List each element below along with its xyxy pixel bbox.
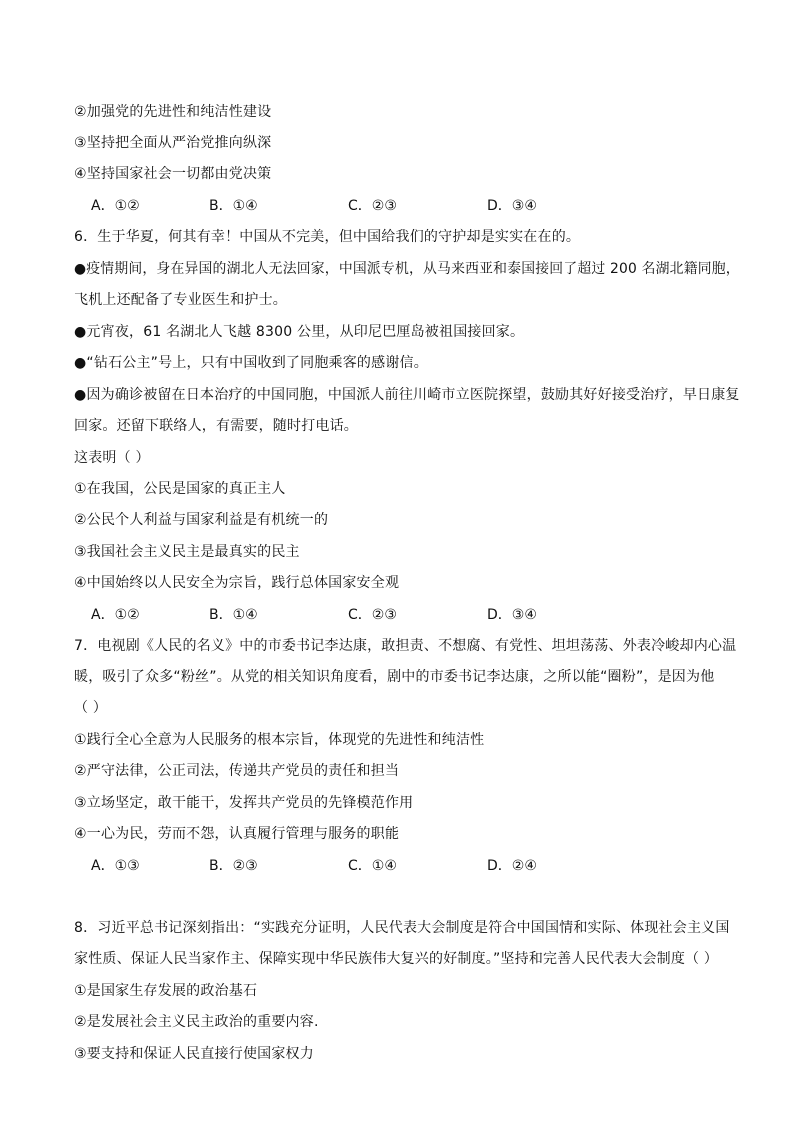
question-8-stem-cont: 家性质、保证人民当家作主、保障实现中华民族伟大复兴的好制度。”坚持和完善人民代表大会制度（ ） — [74, 951, 719, 967]
question-7-blank: （ ） — [74, 700, 108, 716]
choice-a: A．①③ — [91, 858, 140, 874]
question-7-statement-3: ③立场坚定，敢干能干，发挥共产党员的先锋模范作用 — [74, 795, 414, 811]
question-6-statement-4: ④中国始终以人民安全为宗旨，践行总体国家安全观 — [74, 575, 400, 591]
choice-b: B．①④ — [209, 198, 258, 214]
choice-d: D．②④ — [487, 858, 537, 874]
question-8-statement-1: ①是国家生存发展的政治基石 — [74, 983, 258, 999]
question-6-bullet-4-cont: 回家。还留下联络人，有需要，随时打电话。 — [74, 418, 358, 434]
question-6-bullet-1: ●疫情期间，身在异国的湖北人无法回家，中国派专机，从马来西亚和泰国接回了超过 200 名湖北籍同胞， — [74, 261, 740, 277]
question-7-statement-4: ④一心为民，劳而不怨，认真履行管理与服务的职能 — [74, 826, 400, 842]
question-8-statement-2: ②是发展社会主义民主政治的重要内容. — [74, 1014, 319, 1030]
option-statement-2: ②加强党的先进性和纯洁性建设 — [74, 104, 272, 120]
question-6-bullet-2: ●元宵夜，61 名湖北人飞越 8300 公里，从印尼巴厘岛被祖国接回家。 — [74, 324, 525, 340]
choice-b: B．②③ — [209, 858, 258, 874]
choice-d: D．③④ — [487, 198, 537, 214]
choice-c: C．②③ — [348, 607, 397, 623]
question-7-stem-cont: 暖，吸引了众多“粉丝”。从党的相关知识角度看，剧中的市委书记李达康，之所以能“圈粉”，是因为他 — [74, 669, 715, 685]
question-8-statement-3: ③要支持和保证人民直接行使国家权力 — [74, 1046, 314, 1062]
option-statement-4: ④坚持国家社会一切都由党决策 — [74, 166, 272, 182]
choice-d: D．③④ — [487, 607, 537, 623]
question-7-statement-1: ①践行全心全意为人民服务的根本宗旨，体现党的先进性和纯洁性 — [74, 732, 485, 748]
question-6-statement-1: ①在我国，公民是国家的真正主人 — [74, 481, 286, 497]
question-6-statement-2: ②公民个人利益与国家利益是有机统一的 — [74, 512, 329, 528]
question-6-bullet-1-cont: 飞机上还配备了专业医生和护士。 — [74, 292, 287, 308]
question-7-stem: 7．电视剧《人民的名义》中的市委书记李达康，敢担责、不想腐、有党性、坦坦荡荡、外表冷峻却内心温 — [74, 638, 737, 654]
choice-a: A．①② — [91, 607, 140, 623]
question-6-bullet-3: ●“钻石公主”号上，只有中国收到了同胞乘客的感谢信。 — [74, 355, 428, 371]
question-7-statement-2: ②严守法律，公正司法，传递共产党员的责任和担当 — [74, 763, 400, 779]
option-statement-3: ③坚持把全面从严治党推向纵深 — [74, 135, 272, 151]
question-6-statement-3: ③我国社会主义民主是最真实的民主 — [74, 544, 300, 560]
choice-c: C．②③ — [348, 198, 397, 214]
question-6-bullet-4: ●因为确诊被留在日本治疗的中国同胞，中国派人前往川崎市立医院探望，鼓励其好好接受治疗，早日康复 — [74, 387, 740, 403]
question-6-stem: 6．生于华夏，何其有幸！中国从不完美，但中国给我们的守护却是实实在在的。 — [74, 229, 581, 245]
question-8-stem: 8．习近平总书记深刻指出：“实践充分证明，人民代表大会制度是符合中国国情和实际、体现社会主义国 — [74, 920, 730, 936]
question-6-prompt: 这表明（ ） — [74, 450, 150, 466]
choice-b: B．①④ — [209, 607, 258, 623]
choice-a: A．①② — [91, 198, 140, 214]
choice-c: C．①④ — [348, 858, 397, 874]
